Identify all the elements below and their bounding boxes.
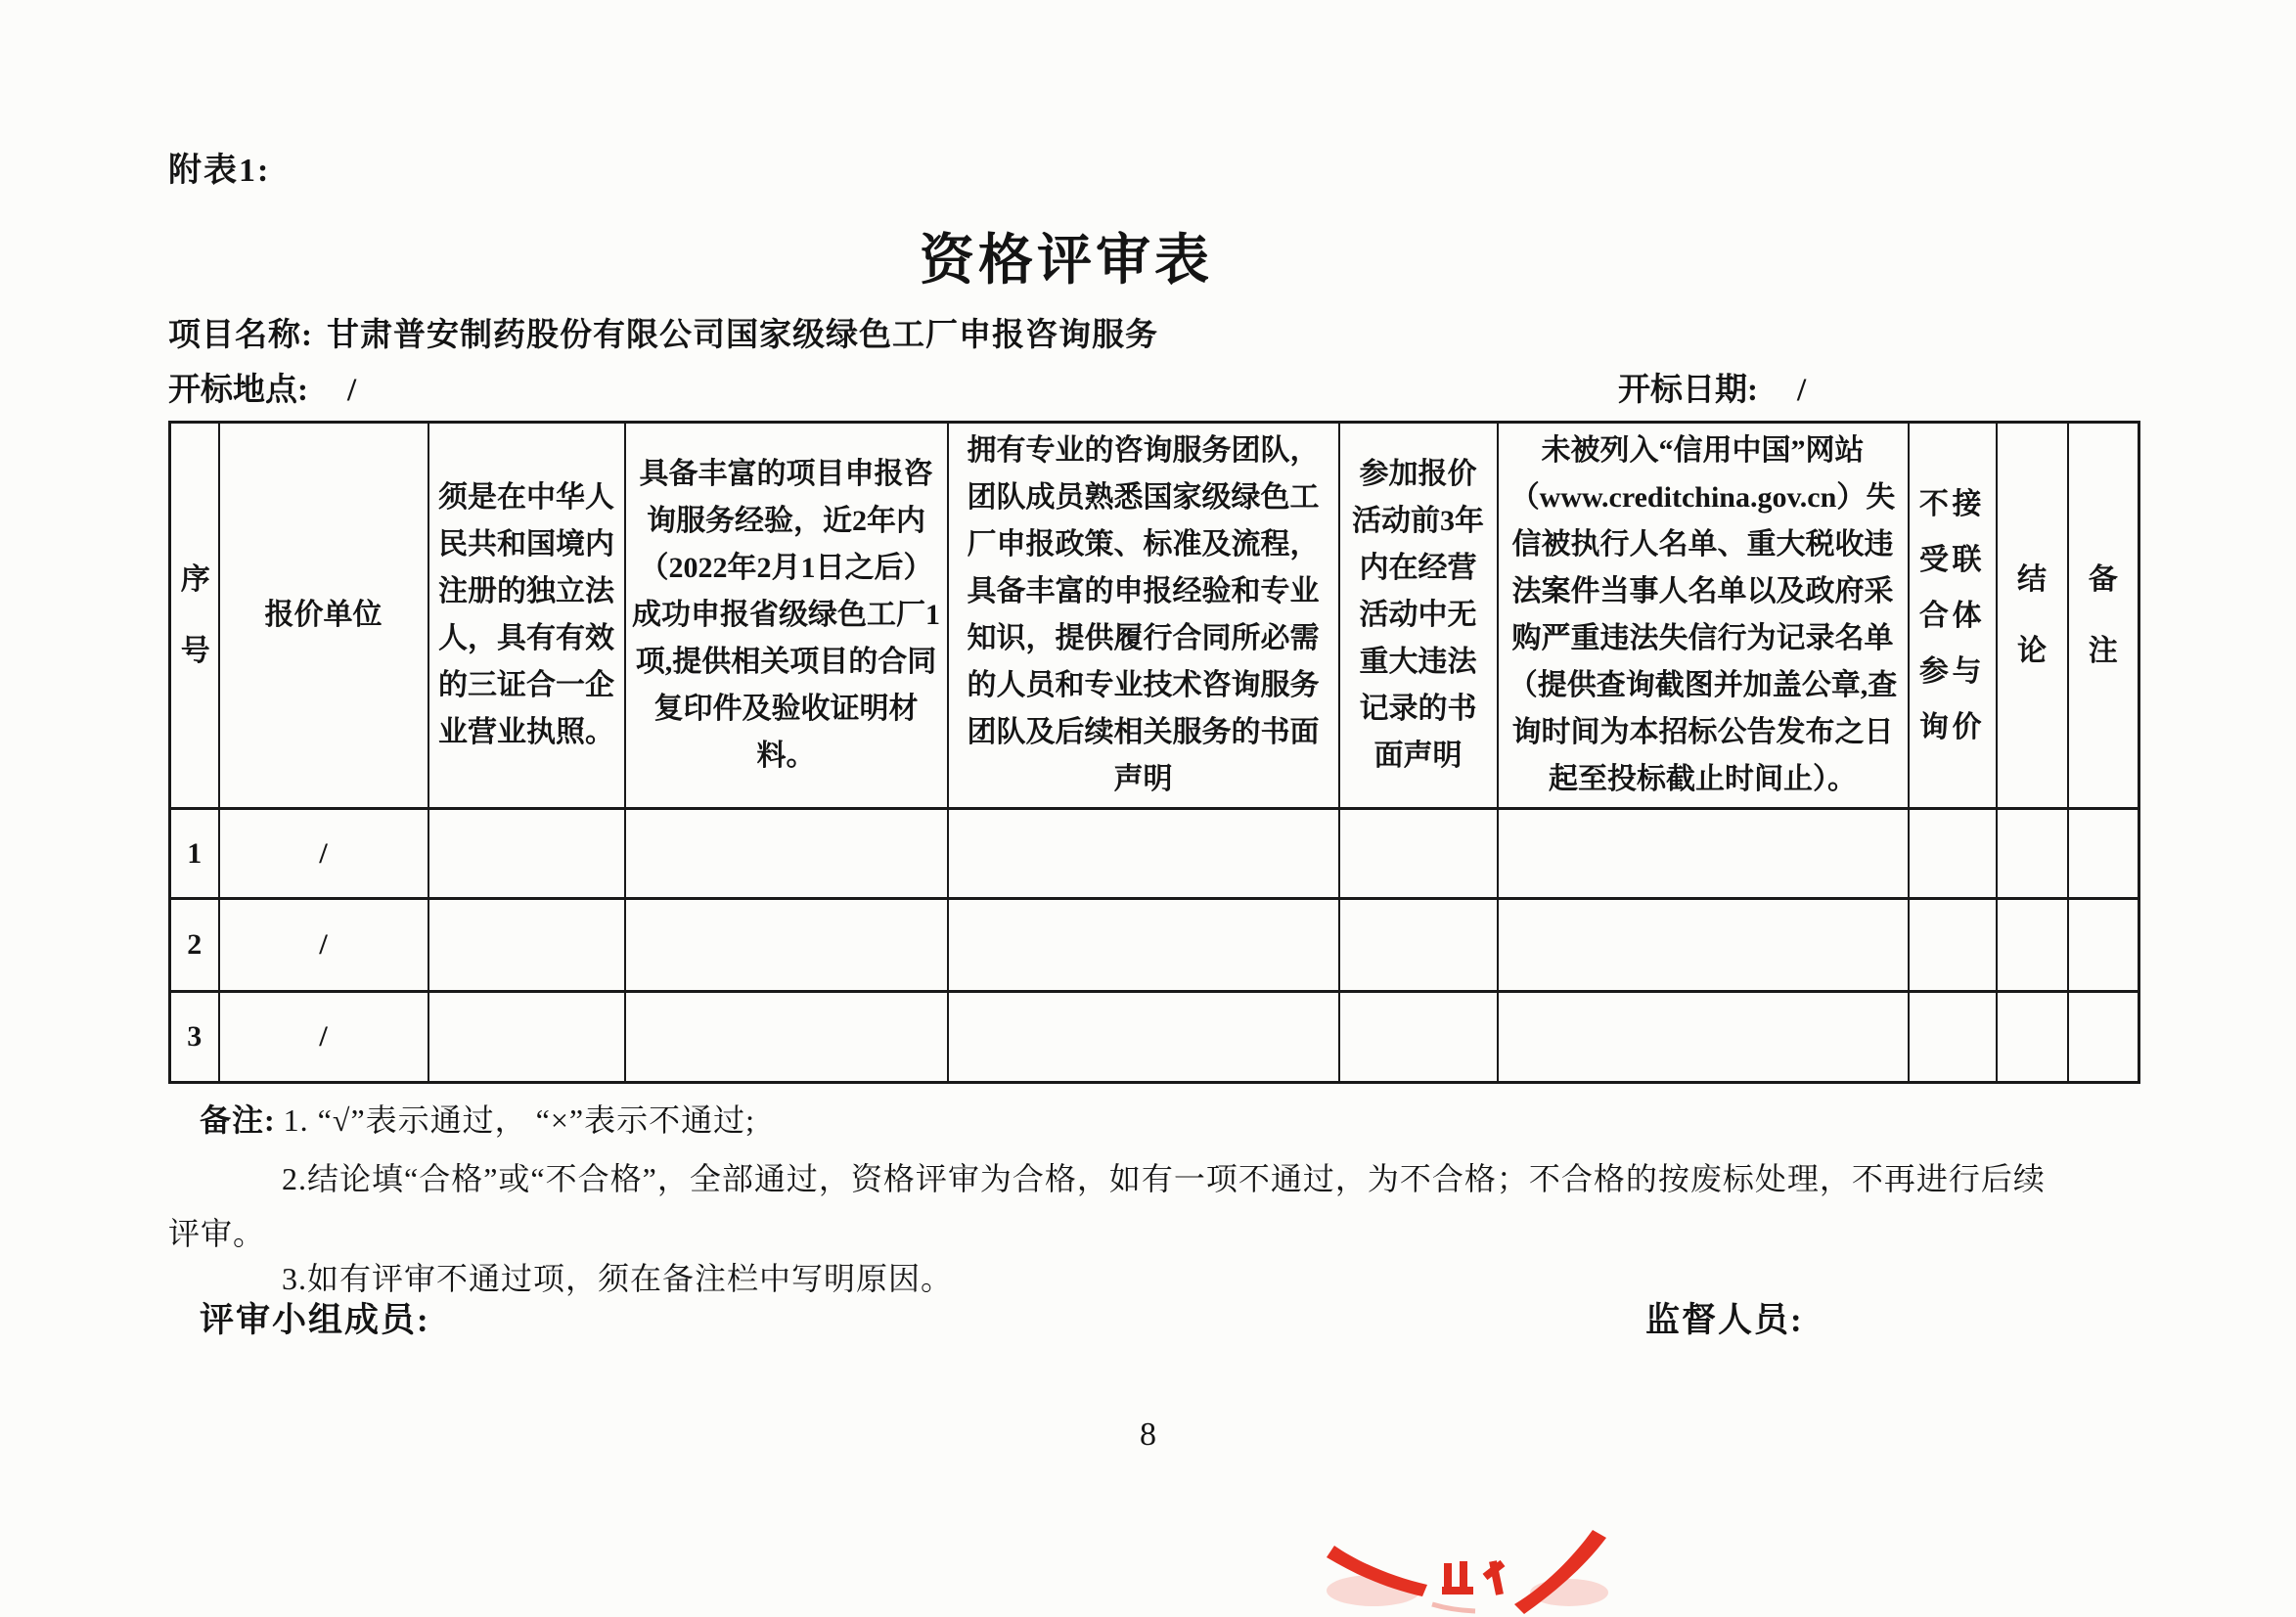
empty-cell — [1909, 899, 1997, 992]
header-serial-number — [170, 423, 219, 809]
empty-cell — [1909, 992, 1997, 1083]
empty-cell — [1498, 992, 1909, 1083]
signature-line — [200, 1293, 2156, 1342]
bid-date-value: / — [1797, 373, 1807, 408]
row-serial-number: 3 — [170, 992, 219, 1083]
bid-location-label: 开标地点: — [168, 373, 308, 408]
empty-cell — [948, 809, 1339, 899]
header-serial-number-text: 序号 — [180, 562, 210, 667]
note-line-3: 3.如有评审不通过项，须在备注栏中写明原因。 — [282, 1261, 954, 1296]
empty-cell — [2068, 899, 2139, 992]
row-quoting-unit: / — [219, 992, 428, 1083]
empty-cell — [948, 992, 1339, 1083]
empty-cell — [625, 899, 948, 992]
page-title: 资格评审表 — [920, 231, 1213, 292]
row-serial-number: 2 — [170, 899, 219, 992]
review-team-label: 评审小组成员: — [200, 1301, 430, 1339]
note-1-text: 1. “√”表示通过， “×”表示不通过; — [283, 1102, 755, 1138]
header-conclusion — [1997, 423, 2068, 809]
note-line-2-continued: 评审。 — [168, 1216, 266, 1251]
empty-cell — [625, 992, 948, 1083]
qualification-review-table — [168, 421, 2140, 1084]
header-project-experience-requirement: 具备丰富的项目申报咨询服务经验，近2年内（2022年2月1日之后）成功申报省级绿色工厂1项,提供相关项目的合同复印件及验收证明材料。 — [625, 423, 948, 809]
page-number: 8 — [1140, 1416, 1156, 1453]
header-remarks-text: 备注 — [2088, 562, 2118, 667]
empty-cell — [948, 899, 1339, 992]
notes-label: 备注: — [200, 1102, 276, 1138]
project-name-line — [168, 309, 1158, 355]
table-row — [170, 809, 2139, 899]
bid-info-line — [168, 364, 2137, 410]
empty-cell — [1997, 809, 2068, 899]
table-header-row — [170, 423, 2139, 809]
header-no-violation-declaration: 参加报价活动前3年内在经营活动中无重大违法记录的书面声明 — [1339, 423, 1498, 809]
table-row — [170, 899, 2139, 992]
header-remarks — [2068, 423, 2139, 809]
header-legal-entity-requirement: 须是在中华人民共和国境内注册的独立法人，具有有效的三证合一企业营业执照。 — [428, 423, 625, 809]
empty-cell — [1997, 899, 2068, 992]
header-no-consortium — [1909, 423, 1997, 809]
empty-cell — [1339, 992, 1498, 1083]
empty-cell — [1997, 992, 2068, 1083]
empty-cell — [1498, 899, 1909, 992]
supervisor-label: 监督人员: — [1645, 1301, 1804, 1339]
bid-date-label: 开标日期: — [1618, 373, 1758, 408]
header-credit-china-requirement: 未被列入“信用中国”网站（www.creditchina.gov.cn）失信被执行人名单、重大税收违法案件当事人名单以及政府采购严重违法失信行为记录名单（提供查询截图并加盖公章,查询时间为本招标公告发布之日起至投标截止时间止）。 — [1498, 423, 1909, 809]
note-line-1 — [200, 1096, 755, 1141]
header-no-consortium-text: 不接受联合体参与询价 — [1918, 487, 1986, 743]
row-serial-number: 1 — [170, 809, 219, 899]
table-row — [170, 992, 2139, 1083]
project-name-value: 甘肃普安制药股份有限公司国家级绿色工厂申报咨询服务 — [327, 318, 1158, 353]
attachment-label: 附表1: — [168, 153, 271, 189]
empty-cell — [1498, 809, 1909, 899]
header-conclusion-text: 结论 — [2017, 562, 2047, 667]
note-line-2: 2.结论填“合格”或“不合格”，全部通过，资格评审为合格，如有一项不通过，为不合格；不合格的按废标处理，不再进行后续 — [282, 1161, 2046, 1196]
empty-cell — [428, 899, 625, 992]
bid-location-value: / — [347, 373, 357, 408]
header-professional-team-requirement: 拥有专业的咨询服务团队，团队成员熟悉国家级绿色工厂申报政策、标准及流程，具备丰富的申报经验和专业知识，提供履行合同所必需的人员和专业技术咨询服务团队及后续相关服务的书面声明 — [948, 423, 1339, 809]
project-name-label: 项目名称: — [168, 318, 313, 353]
bid-date — [1618, 364, 1806, 410]
row-quoting-unit: / — [219, 899, 428, 992]
empty-cell — [1909, 809, 1997, 899]
row-quoting-unit: / — [219, 809, 428, 899]
header-quoting-unit: 报价单位 — [219, 423, 428, 809]
empty-cell — [1339, 809, 1498, 899]
empty-cell — [2068, 809, 2139, 899]
empty-cell — [428, 809, 625, 899]
empty-cell — [625, 809, 948, 899]
empty-cell — [1339, 899, 1498, 992]
empty-cell — [2068, 992, 2139, 1083]
red-stamp-partial — [1323, 1522, 1616, 1617]
empty-cell — [428, 992, 625, 1083]
